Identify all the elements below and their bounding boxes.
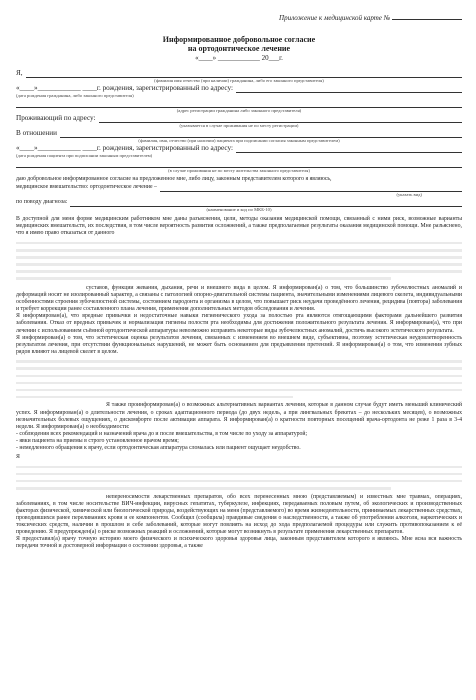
document-date[interactable]: «____» ____________ 20___г. <box>195 54 283 62</box>
faded-line <box>16 256 462 259</box>
birth-text: «____»____________ ____г. рождения, зарегистрированный по адресу: <box>16 84 233 92</box>
ya-label: Я, <box>16 69 23 77</box>
patient-address-field[interactable] <box>236 144 462 153</box>
faded-line <box>16 367 462 370</box>
patient-address-field-2[interactable] <box>16 159 462 168</box>
intro-paragraph: В доступной для меня форме медицинским работником мне даны разъяснения, цели, методы оказания медицинской помощи, связанный с ними риск, возможные варианты медицинских вмешательств, их последствия, в том числе вероятность развития осложнений, а также предполагаемые результаты оказания медицинской помощи. Мне разъяснено, что я имею право отказаться от данного <box>16 216 462 237</box>
relation-note: (фамилия, имя, отчество (при наличии) пациента при подписании согласия законным представителем) <box>138 138 340 143</box>
faded-line <box>16 360 462 363</box>
appendix-label <box>16 12 462 23</box>
intervention-row <box>16 183 462 192</box>
list-item-2: - явки пациента на приемы в строго установленное врачом время; <box>16 437 179 444</box>
relation-label: В отношении <box>16 129 57 137</box>
faded-line <box>16 375 462 378</box>
paragraph-3: Я информирован(а) о том, что эстетическая оценка результатов лечения, связанных с изменением во внешнем виде, субъективна, поэтому эстетическая неудовлетворенность результатом лечения, при отсутствии функциональных нарушений, не может быть основанием для предъявления претензий. Я информирован(а) о том, что изменения зубных рядов влияют на лицевой скелет в целом. <box>16 334 462 355</box>
residence-row <box>16 114 462 123</box>
faded-text-block-2 <box>16 360 462 398</box>
appendix-text: Приложение к медицинской карте № <box>279 14 391 22</box>
fio-note: (фамилия имя отчество (при наличии) гражданина, либо его законного представителя) <box>154 78 324 83</box>
place-note: (в случае проживания не по месту жительства законного представителя) <box>168 168 310 173</box>
faded-line <box>16 270 462 273</box>
faded-line <box>16 249 462 252</box>
ya-label-2: Я <box>16 454 20 461</box>
registration-address-field-2[interactable] <box>16 99 462 108</box>
residence-field[interactable] <box>99 114 462 123</box>
patient-name-row <box>16 69 462 78</box>
faded-line <box>16 263 462 266</box>
patient-birth-note: (дата рождения пациента при подписании законным представителем) <box>16 153 153 158</box>
registration-continue-row <box>16 99 462 108</box>
faded-line <box>16 473 462 476</box>
diagnosis-field[interactable] <box>70 198 462 207</box>
intervention-field[interactable] <box>160 183 462 192</box>
consent-line-1: даю добровольное информированное согласие на предложенное мне, либо лицу, законным представителем которого я являюсь, <box>16 176 332 182</box>
faded-line <box>16 389 462 392</box>
document-title <box>16 35 462 53</box>
faded-text-block-3 <box>16 466 462 490</box>
title-line-2: на ортодонтическое лечение <box>187 44 291 53</box>
patient-address-continue-row <box>16 159 462 168</box>
faded-line <box>16 277 391 280</box>
diagnosis-label: по поводу диагноза: <box>16 199 68 206</box>
residence-label: Проживающий по адресу: <box>16 114 96 122</box>
list-item-1: - соблюдения всех рекомендаций и назначений врача до и после вмешательства, в том числе по уходу за аппаратурой; <box>16 430 308 437</box>
reg-note: (адрес регистрации гражданина либо законного представителя) <box>176 108 302 113</box>
relation-row <box>16 129 462 138</box>
paragraph-2: Я информирован(а), что вредные привычки и недостаточные навыки гигиенического ухода за полостью рта являются отягощающими факторами дальнейшего развития заболевания. Отказ от вредных привычек и нормализация гигиены полости рта необходимы для достижения положительного результата лечения. Я информирован(а), что при лечении с использованием съёмной ортодонтической аппаратуры невозможно исправить некоторые виды зубочелюстных аномалий, достичь высокого эстетического результата. <box>16 313 462 334</box>
patient-name-field[interactable] <box>26 69 462 78</box>
residence-note: (указывается в случае проживания не по месту регистрации) <box>179 123 299 128</box>
faded-line <box>16 466 462 469</box>
patient-birth-row <box>16 144 462 153</box>
list-item-3: - немедленного обращения к врачу, если ортодонтическая аппаратура сломалась или пациент ощущает неудобство. <box>16 445 301 451</box>
faded-text-block-1 <box>16 242 462 280</box>
faded-line <box>16 396 293 399</box>
patient-birth-text: «____»____________ ____г. рождения, зарегистрированный по адресу: <box>16 144 233 152</box>
paragraph-6: Я предоставил(а) врачу точную историю моего физического и психического здоровья здоровья лица, законным представителем которого я являюсь. Мне ясна вся важность передачи точной и достоверной информации о состоянии здоровья, а также <box>16 536 462 550</box>
faded-line <box>16 382 462 385</box>
faded-line <box>16 487 391 490</box>
birth-note: (дата рождения гражданина, либо законного представителя) <box>16 93 134 98</box>
card-number-field[interactable] <box>392 12 462 20</box>
paragraph-1: суставов, функции жевания, дыхания, речи и внешнего вида в целом. Я информирован(а) о том, что большинство зубочелюстных аномалий и деформаций носят не изолированный характер, а связаны с патологией опорно-двигательной системы пациента, значительными изменениями лицевого скелета, индивидуальными особенностями строения зубочелюстной системы, состоянием пародонта и организма в целом, что повышает риск неудачи проведённого лечения, рецидива (повтора) заболевания и требует коррекции ранее составленного плана лечения, применения дополнительных методов обследования и лечения. <box>16 284 462 313</box>
birth-row <box>16 84 462 93</box>
paragraph-4: Я также проинформирован(а) о возможных альтернативных вариантах лечения, которые в данном случае будут иметь меньший клинический успех. Я информирован(а) о длительности лечения, о сроках адаптационного периода (до двух недель, а при лингвальных брекетах – до нескольких месяцев), о возможных незначительных болевых ощущениях, о дискомфорте после активации аппарата. Я информирован(а) о кратности повторных посещений врача-ортодонта не реже 1 раза в 3-4 недели. Я информирован(а) о необходимости: <box>16 402 462 430</box>
intervention-note: (указать вид) <box>396 192 422 198</box>
registration-address-field[interactable] <box>236 84 462 93</box>
title-line-1: Информированное добровольное согласие <box>162 35 316 44</box>
diagnosis-row <box>16 198 462 207</box>
faded-line <box>16 480 462 483</box>
faded-line <box>16 242 462 245</box>
paragraph-5: непереносимости лекарственных препаратов, обо всех перенесенных мною (представляемым) и известных мне травмах, операциях, заболеваниях, в том числе носительстве ВИЧ-инфекции, вирусных гепатитах, туберкулезе, инфекциях, передаваемых половым путем, об экологических и производственных факторах физической, химической или биологической природы, воздействующих на меня (представляемого) во время жизнедеятельности, принимаемых лекарственных средствах, проводившихся ранее переливаниях крови и ее компонентов. Сообщил (сообщила) правдивые сведения о наследственности, а также об употреблении алкоголя, наркотических и токсических средств, наличии в прошлом и себе заболеваний, которые могут повлиять на исход до хода предполагаемой процедуры или служить противопоказанием к её проведению. Я предупрежден(а) о риске возможных реакций и осложнений, которые могут возникнуть в результате применения лекарственных препаратов. <box>16 493 462 536</box>
diagnosis-note: (наименование и код по МКБ-10) <box>206 207 272 213</box>
relation-field[interactable] <box>60 129 462 138</box>
intervention-label: медицинское вмешательство: ортодонтическое лечение – <box>16 184 157 191</box>
